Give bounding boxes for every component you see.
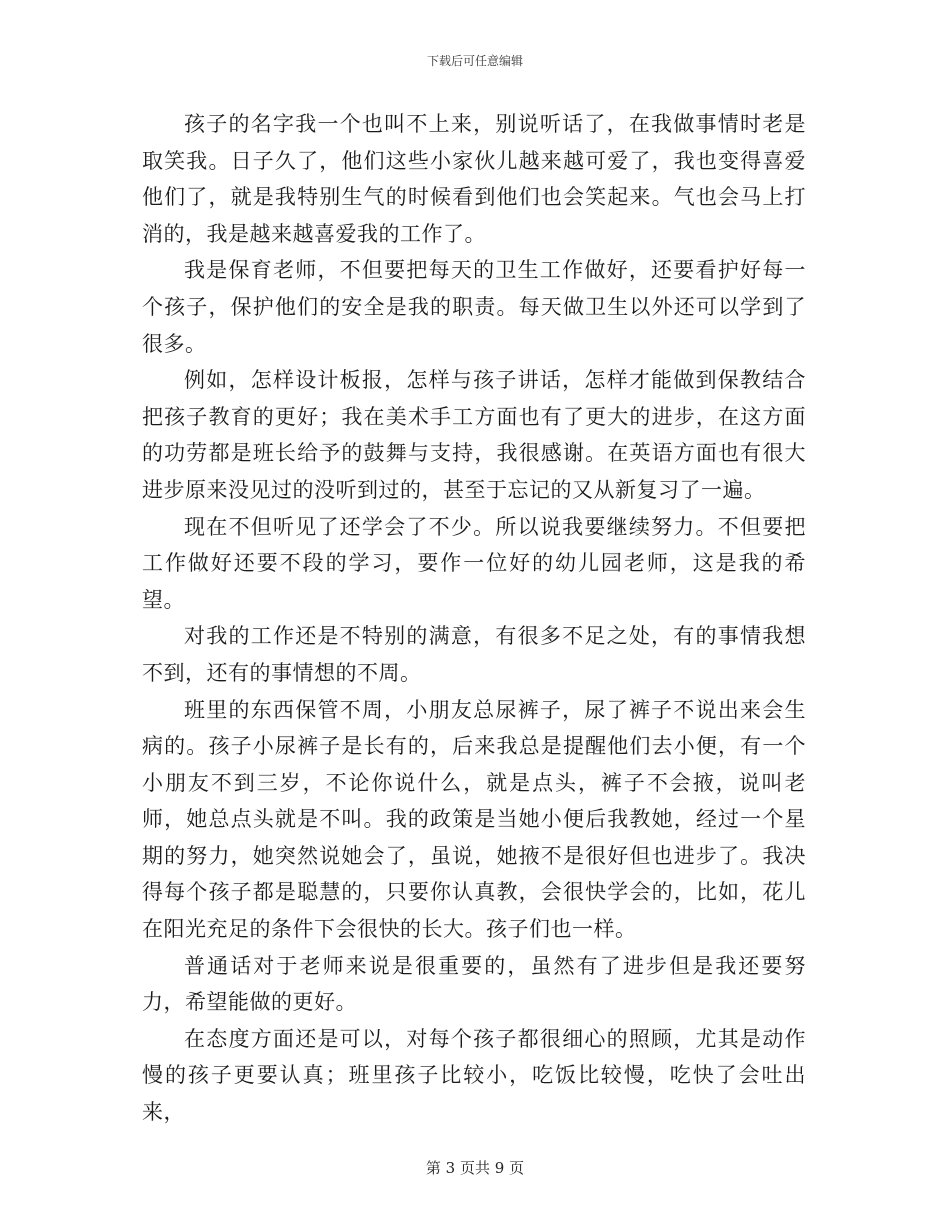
page-footer: 第 3 页共 9 页 [425, 1159, 525, 1177]
paragraph-5: 对我的工作还是不特别的满意，有很多不足之处，有的事情我想不到，还有的事情想的不周。 [142, 624, 806, 685]
paragraph-1: 孩子的名字我一个也叫不上来，别说听话了，在我做事情时老是取笑我。日子久了，他们这些小家伙儿越来越可爱了，我也变得喜爱他们了，就是我特别生气的时候看到他们也会笑起来。气也会马上打消的，我是越来越喜爱我的工作了。 [142, 112, 806, 246]
document-body [142, 106, 806, 1131]
paragraph-8: 在态度方面还是可以，对每个孩子都很细心的照顾，尤其是动作慢的孩子更要认真；班里孩子比较小，吃饭比较慢，吃快了会吐出来， [142, 1026, 806, 1125]
paragraph-3: 例如，怎样设计板报，怎样与孩子讲话，怎样才能做到保教结合把孩子教育的更好；我在美术手工方面也有了更大的进步，在这方面的功劳都是班长给予的鼓舞与支持，我很感谢。在英语方面也有很大进步原来没见过的没听到过的，甚至于忘记的又从新复习了一遍。 [142, 368, 806, 502]
paragraph-2: 我是保育老师，不但要把每天的卫生工作做好，还要看护好每一个孩子，保护他们的安全是我的职责。每天做卫生以外还可以学到了很多。 [142, 258, 806, 356]
paragraph-7: 普通话对于老师来说是很重要的，虽然有了进步但是我还要努力，希望能做的更好。 [142, 953, 806, 1015]
page-header: 下载后可任意编辑 [426, 54, 523, 68]
paragraph-6: 班里的东西保管不周，小朋友总尿裤子，尿了裤子不说出来会生病的。孩子小尿裤子是长有的，后来我总是提醒他们去小便，有一个小朋友不到三岁，不论你说什么，就是点头，裤子不会掖，说叫老师，她总点头就是不叫。我的政策是当她小便后我教她，经过一个星期的努力，她突然说她会了，虽说，她掖不是很好但也进步了。我决得每个孩子都是聪慧的，只要你认真教，会很快学会的，比如，花儿在阳光充足的条件下会很快的长大。孩子们也一样。 [142, 697, 806, 942]
paragraph-4: 现在不但听见了还学会了不少。所以说我要继续努力。不但要把工作做好还要不段的学习，要作一位好的幼儿园老师，这是我的希望。 [142, 514, 806, 612]
